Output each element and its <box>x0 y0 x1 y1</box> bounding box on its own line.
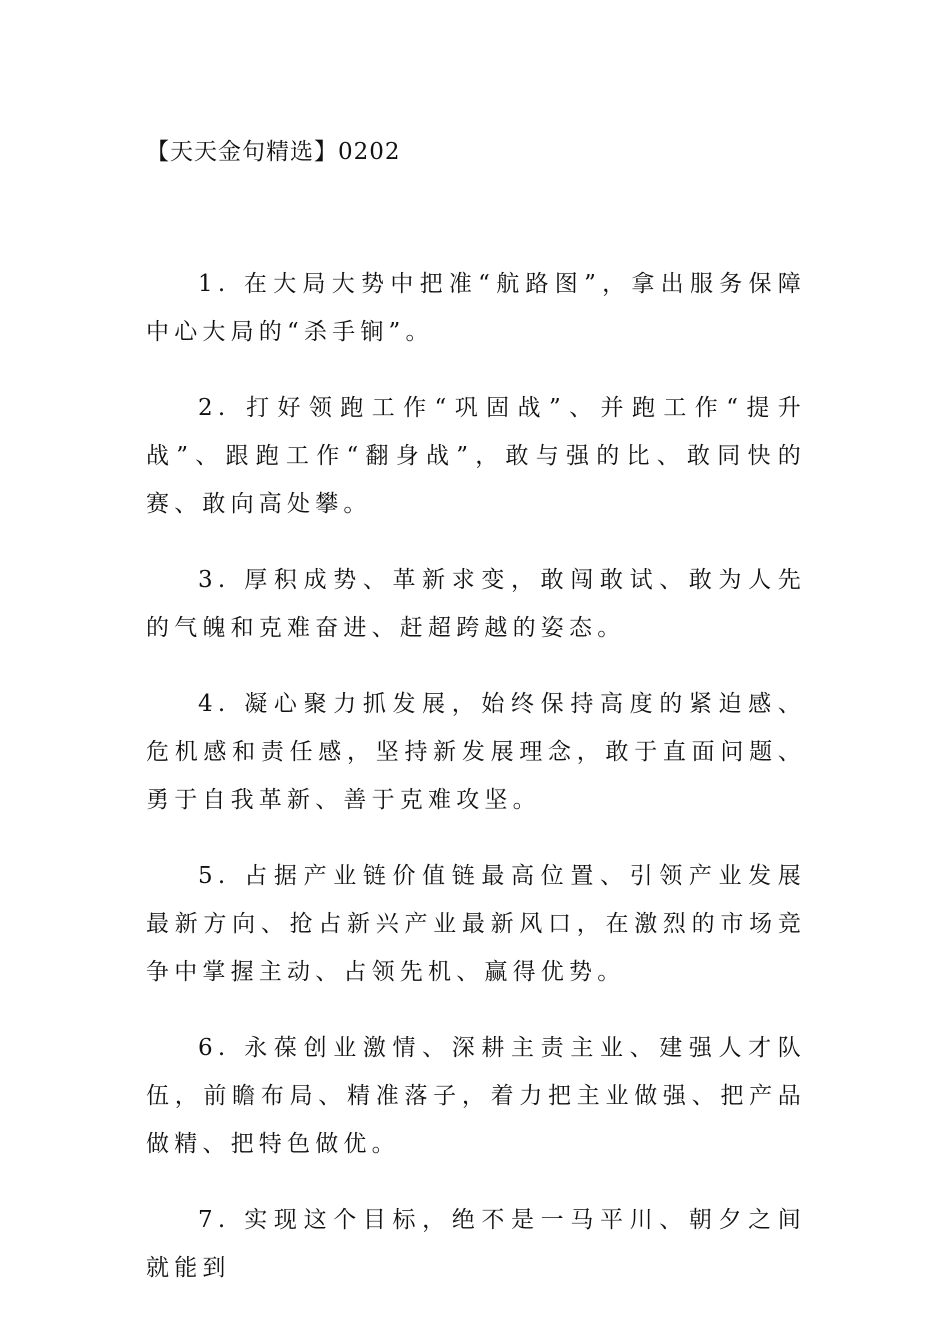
quote-paragraph-5: 5. 占据产业链价值链最高位置、引领产业发展最新方向、抢占新兴产业最新风口，在激烈的市场竞争中掌握主动、占领先机、赢得优势。 <box>146 863 806 985</box>
quote-paragraph-6: 6. 永葆创业激情、深耕主责主业、建强人才队伍，前瞻布局、精准落子，着力把主业做强、把产品做精、把特色做优。 <box>146 1035 806 1157</box>
document-title: 【天天金句精选】0202 <box>146 139 401 165</box>
quote-paragraph-4: 4. 凝心聚力抓发展，始终保持高度的紧迫感、危机感和责任感，坚持新发展理念，敢于直面问题、勇于自我革新、善于克难攻坚。 <box>146 691 806 813</box>
quote-paragraph-1: 1. 在大局大势中把准“航路图”，拿出服务保障中心大局的“杀手锏”。 <box>146 271 806 345</box>
quote-paragraph-2: 2. 打好领跑工作“巩固战”、并跑工作“提升战”、跟跑工作“翻身战”，敢与强的比、敢同快的赛、敢向高处攀。 <box>146 395 806 517</box>
document-body <box>146 260 806 1320</box>
quote-paragraph-7: 7. 实现这个目标，绝不是一马平川、朝夕之间就能到 <box>146 1207 806 1281</box>
quote-paragraph-3: 3. 厚积成势、革新求变，敢闯敢试、敢为人先的气魄和克难奋进、赶超跨越的姿态。 <box>146 567 806 641</box>
